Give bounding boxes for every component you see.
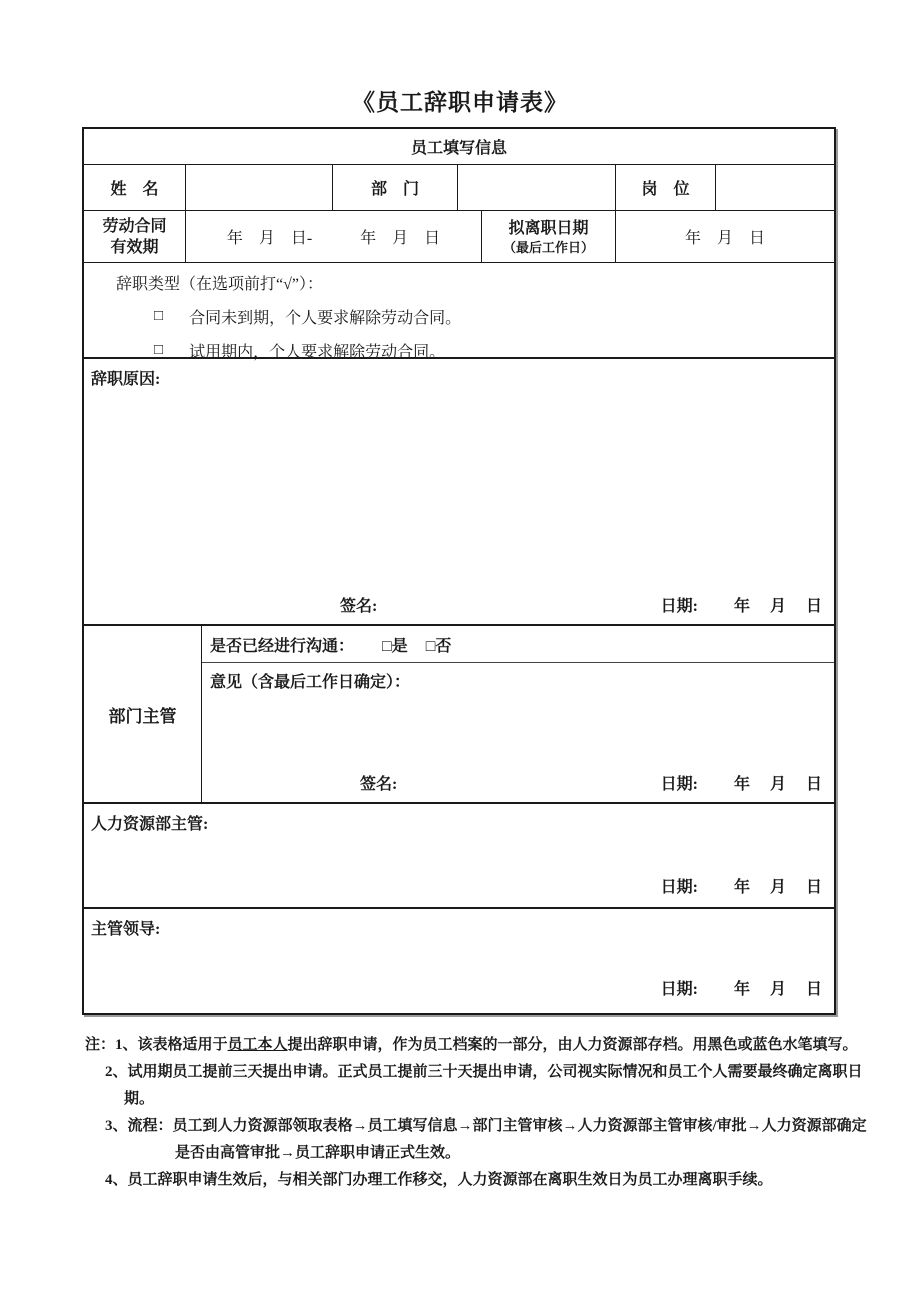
planned-leave-date-input[interactable]: 年 月 日	[615, 211, 834, 262]
employee-date-label: 日期:	[660, 598, 698, 615]
employee-signature-label: 签名:	[340, 598, 378, 615]
executive-cell	[84, 909, 834, 1013]
note-3-continued: 是否由高管审批→员工辞职申请正式生效。	[175, 1145, 461, 1161]
dept-manager-opinion-input-area[interactable]	[202, 693, 834, 768]
hr-manager-label: 人力资源部主管:	[91, 816, 209, 833]
hr-manager-date-label: 日期:	[660, 879, 698, 896]
hr-manager-date-field[interactable]: 年 月 日	[733, 879, 824, 896]
executive-date-field[interactable]: 年 月 日	[733, 981, 824, 998]
resignation-type-option-contract-label: 合同未到期，个人要求解除劳动合同。	[189, 310, 462, 327]
resignation-type-header: 辞职类型（在选项前打“√”）：	[116, 276, 323, 293]
employee-signature-field[interactable]	[377, 595, 487, 615]
section-header-employee-info: 员工填写信息	[410, 140, 507, 157]
executive-date-label: 日期:	[660, 981, 698, 998]
resignation-type-option-probation-label: 试用期内，个人要求解除劳动合同。	[189, 344, 446, 361]
note-1	[85, 1032, 858, 1059]
hr-manager-input-area[interactable]	[84, 834, 834, 873]
note-3: 3、流程：员工到人力资源部领取表格→员工填写信息→部门主管审核→人力资源部主管审核/审批→人力资源部确定	[105, 1118, 867, 1134]
executive-label: 主管领导:	[91, 921, 161, 938]
contract-period-input[interactable]: 年 月 日- 年 月 日	[185, 211, 481, 262]
note-4: 4、员工辞职申请生效后，与相关部门办理工作移交，人力资源部在离职生效日为员工办理离职手续。	[105, 1172, 773, 1188]
dept-manager-signature-field[interactable]	[397, 773, 507, 793]
name-label: 姓 名	[110, 181, 159, 198]
note-1-underlined-text: 员工本人	[227, 1037, 288, 1053]
dept-manager-opinion-label: 意见（含最后工作日确定）：	[210, 674, 411, 691]
resignation-reason-input-area[interactable]	[84, 389, 834, 590]
communication-yes-checkbox[interactable]: □是	[382, 637, 408, 655]
footnotes	[85, 1032, 867, 1194]
communication-label: 是否已经进行沟通：	[210, 637, 355, 655]
dept-manager-label: 部门主管	[108, 706, 177, 726]
position-label: 岗 位	[615, 165, 715, 210]
resignation-type-cell	[84, 263, 834, 361]
note-2: 2、试用期员工提前三天提出申请。正式员工提前三十天提出申请，公司视实际情况和员工个人需要最终确定离职日	[105, 1064, 863, 1080]
position-input-cell[interactable]	[715, 165, 834, 210]
resignation-reason-cell	[84, 359, 834, 624]
dept-manager-signature-label: 签名:	[360, 776, 398, 793]
communication-no-checkbox[interactable]: □否	[425, 637, 452, 655]
dept-manager-opinion-cell	[202, 662, 834, 802]
note-1-suffix: 提出辞职申请，作为员工档案的一部分，由人力资源部存档。用黑色或蓝色水笔填写。	[287, 1037, 858, 1053]
department-label: 部 门	[332, 165, 457, 210]
checkbox-icon[interactable]: □	[154, 308, 164, 324]
planned-leave-date-sublabel: （最后工作日）	[502, 239, 594, 255]
planned-leave-date-label-main: 拟离职日期	[508, 219, 589, 237]
checkbox-icon[interactable]: □	[154, 342, 164, 358]
contract-period-label	[84, 211, 185, 262]
dept-manager-date-field[interactable]: 年 月 日	[733, 776, 824, 793]
note-2-continued: 期。	[124, 1091, 155, 1107]
employee-date-field[interactable]: 年 月 日	[733, 598, 824, 615]
hr-manager-cell	[84, 804, 834, 907]
communication-row	[202, 626, 834, 662]
page-title: 《员工辞职申请表》	[352, 90, 568, 115]
resignation-type-option-contract[interactable]	[116, 305, 824, 328]
resignation-reason-label: 辞职原因:	[91, 371, 161, 388]
note-1-prefix: 注：1、该表格适用于	[85, 1037, 228, 1053]
contract-period-label-line1: 劳动合同	[102, 217, 167, 235]
executive-input-area[interactable]	[84, 939, 834, 979]
dept-manager-date-label: 日期:	[660, 776, 698, 793]
name-input-cell[interactable]	[185, 165, 332, 210]
contract-period-label-line2: 有效期	[110, 238, 159, 256]
dept-manager-section	[201, 626, 834, 802]
planned-leave-date-label	[481, 211, 615, 262]
department-input-cell[interactable]	[457, 165, 615, 210]
resignation-form-table	[82, 127, 836, 1015]
